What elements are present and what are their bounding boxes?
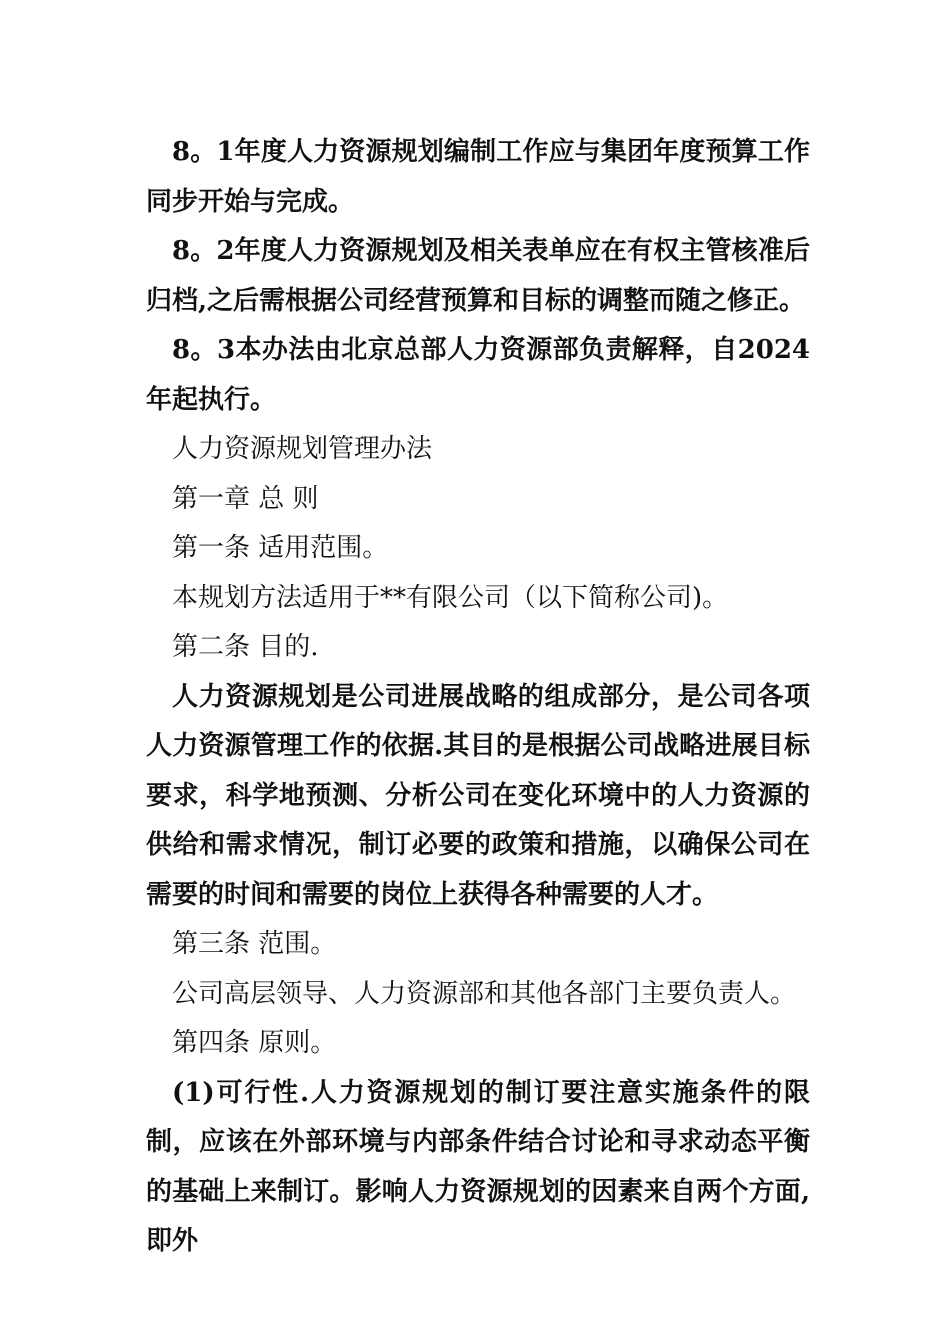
article-4-heading: 第四条 原则。 bbox=[172, 1028, 337, 1058]
article-1-body: 本规划方法适用于**有限公司（以下简称公司)。 bbox=[172, 582, 729, 613]
article-3-body: 公司高层领导、人力资源部和其他各部门主要负责人。 bbox=[172, 978, 797, 1009]
document-title: 人力资源规划管理办法 bbox=[172, 434, 433, 464]
article-1-heading: 第一条 适用范围。 bbox=[172, 533, 389, 563]
document-body bbox=[146, 128, 810, 1267]
article-4-item-1: (1)可行性.人力资源规划的制订要注意实施条件的限制，应该在外部环境与内部条件结合讨论和寻求动态平衡的基础上来制订。影响人力资源规划的因素来自两个方面,即外 bbox=[146, 1077, 810, 1256]
article-2-body: 人力资源规划是公司进展战略的组成部分，是公司各项人力资源管理工作的依据.其目的是根据公司战略进展目标要求，科学地预测、分析公司在变化环境中的人力资源的供给和需求情况，制订必要的政策和措施，以确保公司在需要的时间和需要的岗位上获得各种需要的人才。 bbox=[146, 681, 810, 910]
clause-8-1: 8。1年度人力资源规划编制工作应与集团年度预算工作同步开始与完成。 bbox=[146, 137, 810, 217]
article-2-heading: 第二条 目的. bbox=[172, 632, 319, 662]
chapter-heading: 第一章 总 则 bbox=[172, 483, 319, 514]
clause-8-3: 8。3本办法由北京总部人力资源部负责解释，自2024年起执行。 bbox=[146, 335, 810, 415]
article-3-heading: 第三条 范围。 bbox=[172, 929, 337, 959]
clause-8-2: 8。2年度人力资源规划及相关表单应在有权主管核准后归档,之后需根据公司经营预算和目标的调整而随之修正。 bbox=[146, 236, 810, 316]
